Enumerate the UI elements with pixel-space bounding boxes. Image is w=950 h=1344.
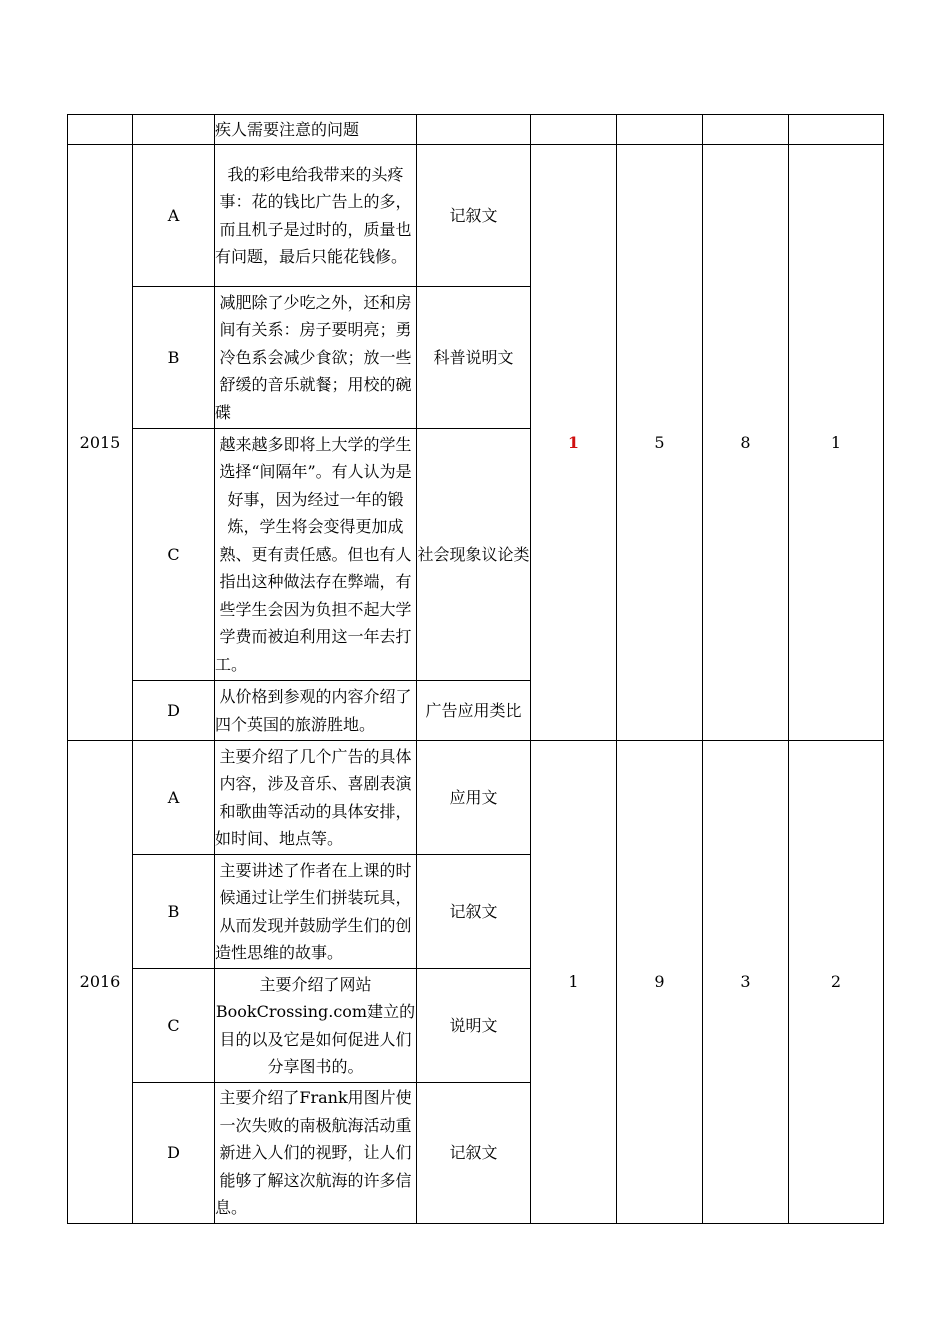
stat-cell bbox=[617, 115, 703, 145]
passage-label: D bbox=[133, 1083, 215, 1224]
passage-type: 社会现象议论类 bbox=[417, 429, 531, 681]
passage-label: B bbox=[133, 287, 215, 429]
passage-description: 主要介绍了网站BookCrossing.com建立的目的以及它是如何促进人们分享图书的。 bbox=[215, 969, 417, 1083]
passage-description: 主要讲述了作者在上课的时候通过让学生们拼装玩具，从而发现并鼓励学生们的创造性思维的故事。 bbox=[215, 855, 417, 969]
passage-type: 科普说明文 bbox=[417, 287, 531, 429]
passage-description: 主要介绍了Frank用图片使一次失败的南极航海活动重新进入人们的视野，让人们能够了解这次航海的许多信息。 bbox=[215, 1083, 417, 1224]
analysis-table bbox=[67, 114, 884, 1224]
passage-description: 减肥除了少吃之外，还和房间有关系：房子要明亮；勇冷色系会减少食欲；放一些舒缓的音乐就餐；用校的碗碟 bbox=[215, 287, 417, 429]
passage-label: C bbox=[133, 429, 215, 681]
passage-label: D bbox=[133, 681, 215, 741]
stat-cell: 9 bbox=[617, 741, 703, 1224]
stat-cell: 8 bbox=[703, 145, 789, 741]
passage-type: 记叙文 bbox=[417, 855, 531, 969]
stat-cell bbox=[789, 115, 884, 145]
stat-cell bbox=[531, 115, 617, 145]
stat-cell: 1 bbox=[789, 145, 884, 741]
table-row bbox=[68, 115, 884, 145]
passage-label: A bbox=[133, 145, 215, 287]
stat-cell: 1 bbox=[531, 741, 617, 1224]
passage-label: B bbox=[133, 855, 215, 969]
passage-description: 疾人需要注意的问题 bbox=[215, 115, 417, 145]
stat-cell bbox=[703, 115, 789, 145]
passage-type: 应用文 bbox=[417, 741, 531, 855]
passage-description: 主要介绍了几个广告的具体内容，涉及音乐、喜剧表演和歌曲等活动的具体安排，如时间、地点等。 bbox=[215, 741, 417, 855]
passage-description: 我的彩电给我带来的头疼事：花的钱比广告上的多，而且机子是过时的，质量也有问题，最后只能花钱修。 bbox=[215, 145, 417, 287]
stat-cell: 5 bbox=[617, 145, 703, 741]
passage-type: 说明文 bbox=[417, 969, 531, 1083]
passage-label-cell bbox=[133, 115, 215, 145]
passage-type: 记叙文 bbox=[417, 145, 531, 287]
passage-description: 从价格到参观的内容介绍了四个英国的旅游胜地。 bbox=[215, 681, 417, 741]
stat-cell: 2 bbox=[789, 741, 884, 1224]
year-cell: 2016 bbox=[68, 741, 133, 1224]
year-cell: 2015 bbox=[68, 145, 133, 741]
table-row bbox=[68, 145, 884, 287]
year-cell bbox=[68, 115, 133, 145]
passage-type bbox=[417, 115, 531, 145]
passage-type: 广告应用类比 bbox=[417, 681, 531, 741]
stat-cell: 3 bbox=[703, 741, 789, 1224]
table-row bbox=[68, 741, 884, 855]
stat-cell: 1 bbox=[531, 145, 617, 741]
passage-description: 越来越多即将上大学的学生选择“间隔年”。有人认为是好事，因为经过一年的锻炼，学生将会变得更加成熟、更有责任感。但也有人指出这种做法存在弊端，有些学生会因为负担不起大学学费而被迫利用这一年去打工。 bbox=[215, 429, 417, 681]
passage-label: C bbox=[133, 969, 215, 1083]
passage-label: A bbox=[133, 741, 215, 855]
passage-type: 记叙文 bbox=[417, 1083, 531, 1224]
